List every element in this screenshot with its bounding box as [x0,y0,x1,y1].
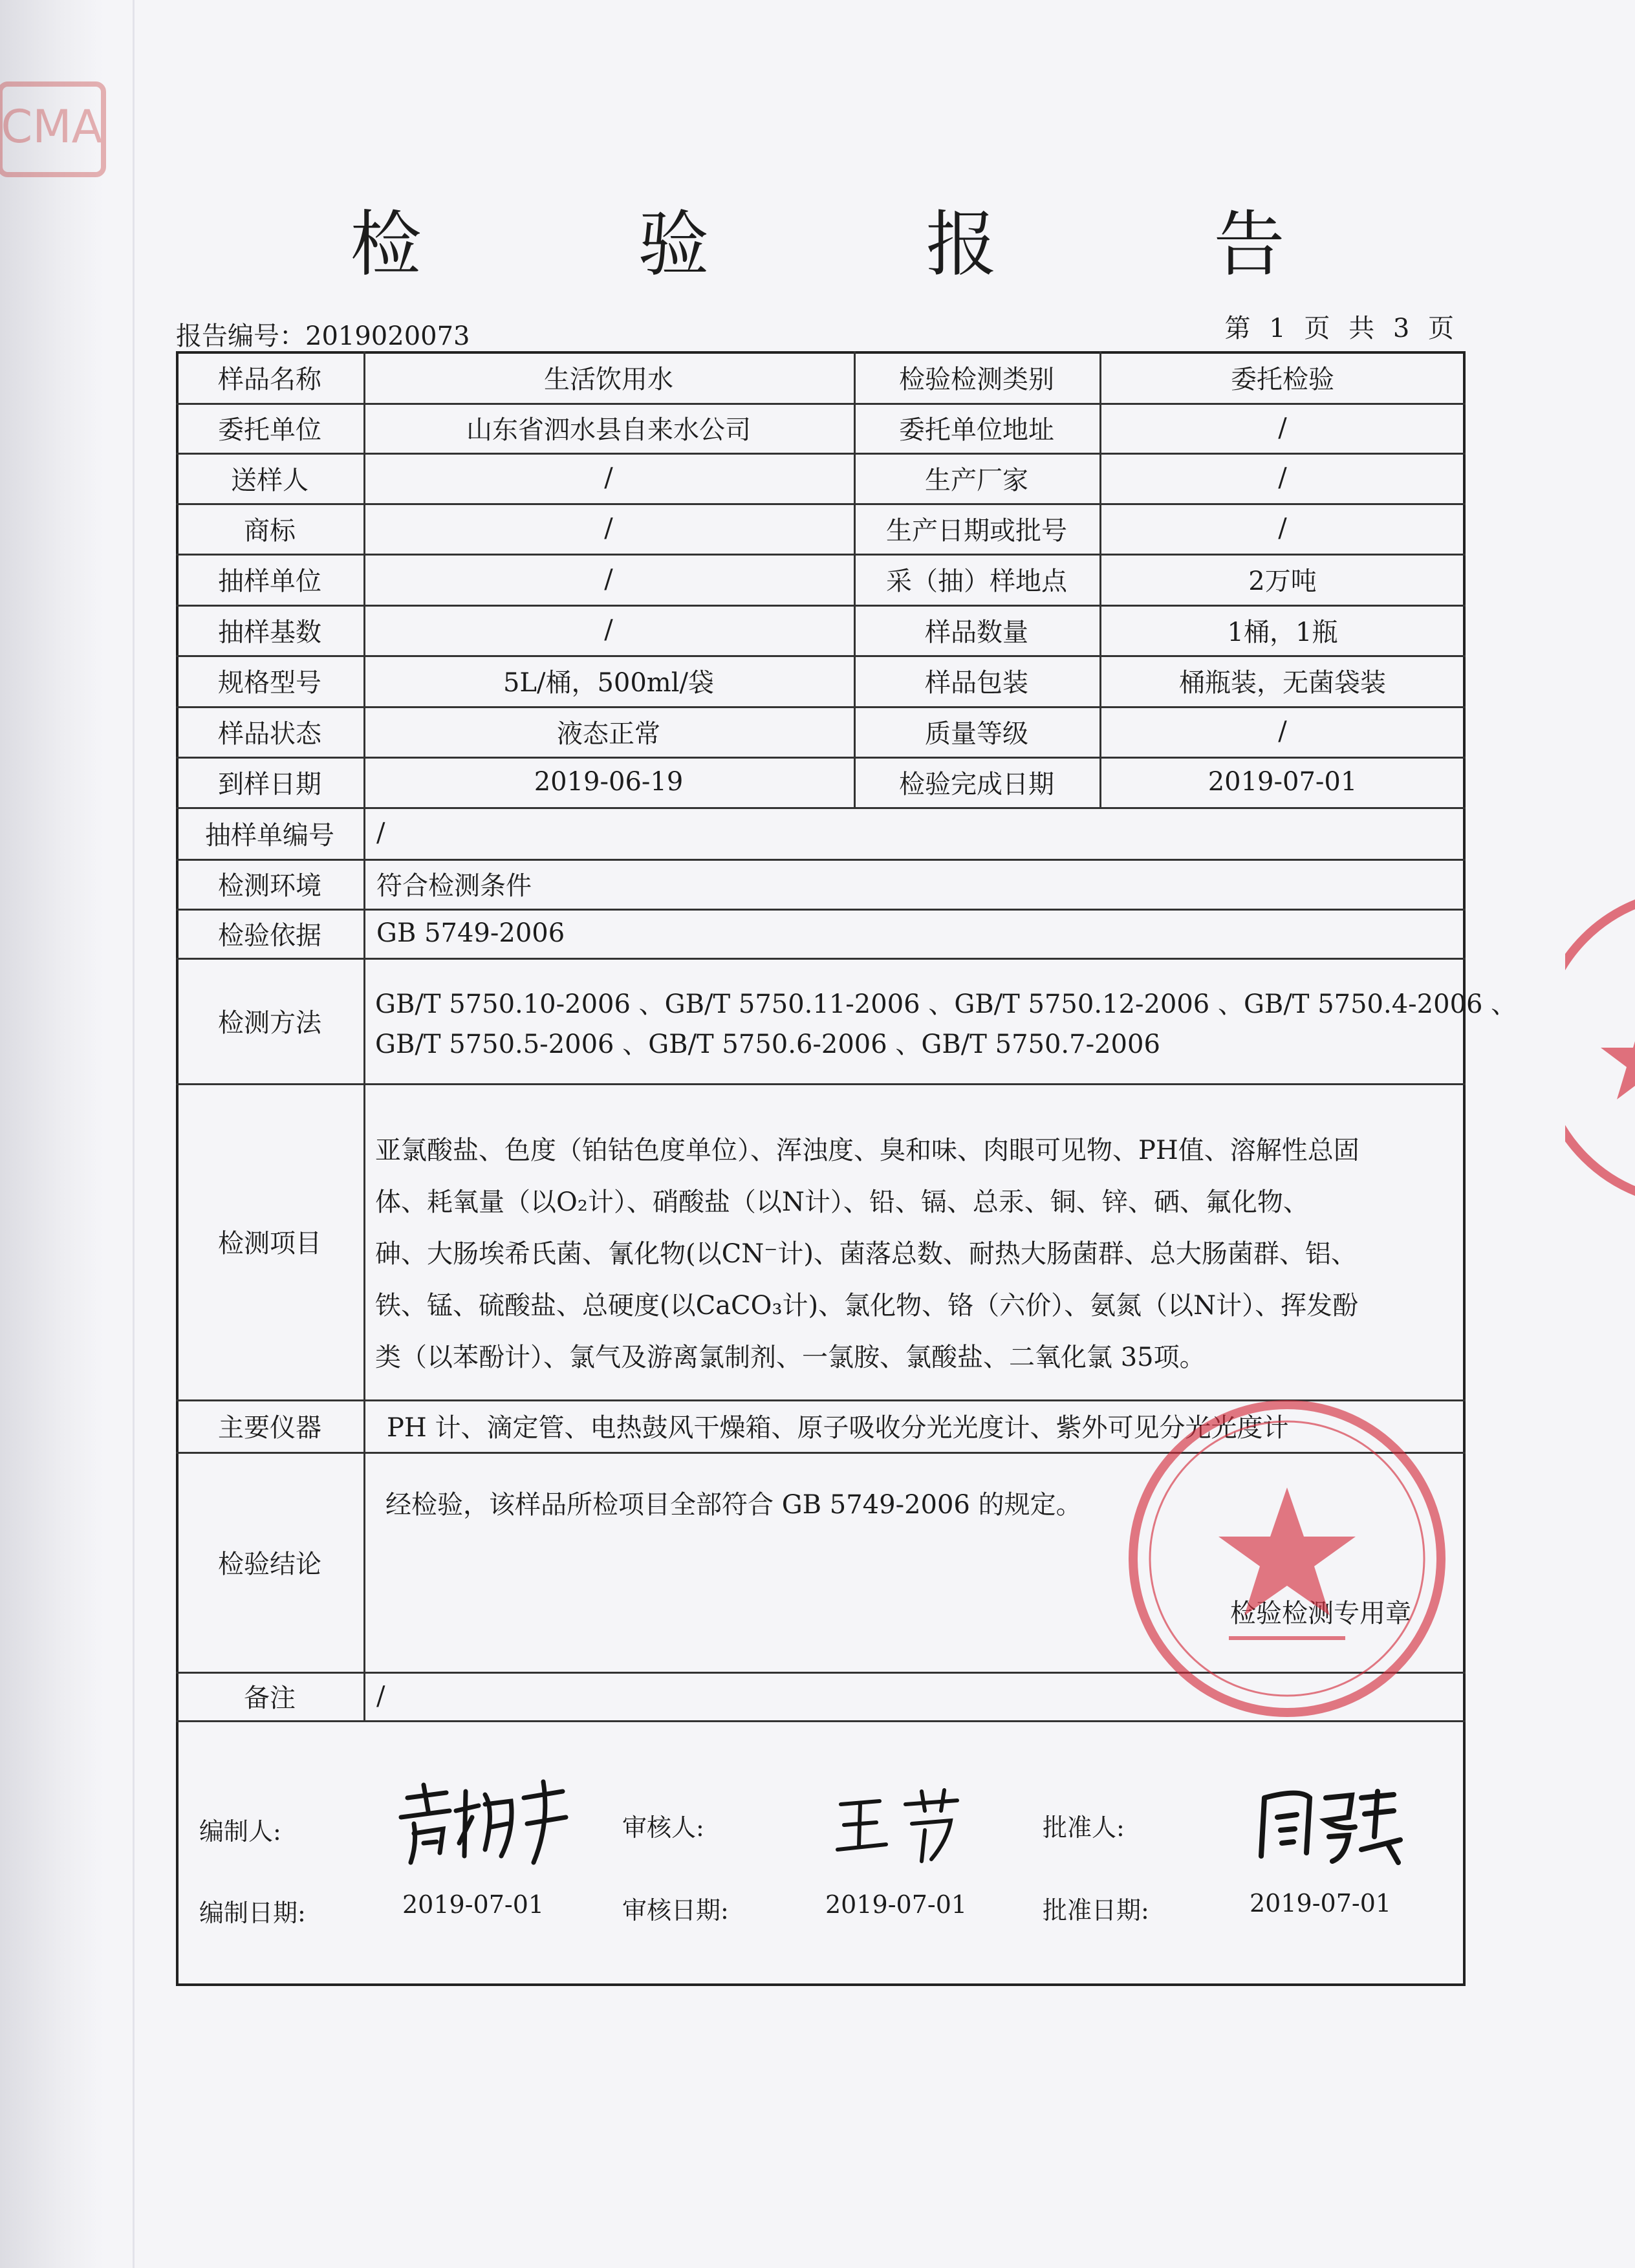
value-sampling-base: / [604,615,613,645]
approver-label: 批准人: [1043,1813,1125,1842]
value-specification: 5L/桶，500ml/袋 [503,668,715,698]
value-instruments: PH 计、滴定管、电热鼓风干燥箱、原子吸收分光光度计、紫外可见分光光度计 [387,1413,1289,1443]
label-trademark: 商标 [244,515,296,546]
reviewer-label: 审核人: [622,1813,704,1842]
value-client: 山东省泗水县自来水公司 [466,415,751,445]
page-fold-line [133,0,135,2268]
label-client-address: 委托单位地址 [899,415,1054,445]
test-items-line: 铁、锰、硫酸盐、总硬度(以CaCO₃计)、氯化物、铬（六价）、氨氮（以N计）、挥发酚 [375,1291,1359,1321]
label-manufacturer: 生产厂家 [925,465,1028,495]
value-quality-grade: / [1278,717,1287,746]
test-items-line: 砷、大肠埃希氏菌、氰化物(以CN⁻计)、菌落总数、耐热大肠菌群、总大肠菌群、铝、 [375,1239,1357,1269]
label-remarks: 备注 [244,1683,296,1713]
label-sample-quantity: 样品数量 [925,617,1028,647]
label-arrival-date: 到样日期 [218,769,321,799]
value-trademark: / [604,513,613,543]
review-date-label: 审核日期: [622,1896,729,1925]
label-quality-grade: 质量等级 [925,718,1028,749]
report-table [176,351,1517,1986]
svg-text:CMA: CMA [1,100,103,153]
label-sample-state: 样品状态 [218,718,321,749]
value-environment: 符合检测条件 [376,871,532,901]
value-sample-name: 生活饮用水 [544,364,673,394]
label-sampling-location: 采（抽）样地点 [886,567,1067,596]
label-basis: 检验依据 [218,920,321,951]
label-production-date: 生产日期或批号 [886,515,1067,546]
value-sample-quantity: 1桶，1瓶 [1227,617,1338,647]
preparer-label: 编制人: [199,1817,281,1846]
prep-date: 2019-07-01 [402,1890,545,1919]
value-completion-date: 2019-07-01 [1207,767,1358,797]
approve-date-label: 批准日期: [1043,1896,1149,1925]
test-items-line: 类（以苯酚计）、氯气及游离氯制剂、一氯胺、氯酸盐、二氧化氯 35项。 [375,1343,1206,1372]
value-manufacturer: / [1278,463,1287,493]
value-packaging: 桶瓶装，无菌袋装 [1179,668,1386,698]
label-sampling-number: 抽样单编号 [205,820,334,850]
preparer-signature [388,1772,576,1869]
value-arrival-date: 2019-06-19 [534,767,684,797]
value-sampling-number: / [376,818,385,848]
value-basis: GB 5749-2006 [376,918,565,948]
label-method: 检测方法 [218,1008,321,1038]
approver-signature [1248,1772,1403,1869]
value-production-date: / [1278,513,1287,543]
page-left-edge [0,0,103,2268]
report-number: 报告编号：2019020073 [176,321,470,351]
value-client-address: / [1278,413,1287,443]
label-test-category: 检验检测类别 [899,364,1054,394]
value-sender: / [604,463,613,493]
method-line: GB/T 5750.10-2006 、GB/T 5750.11-2006 、GB/T 5750.12-2006 、GB/T 5750.4-2006 、 [375,989,1517,1019]
value-test-category: 委托检验 [1231,364,1334,394]
label-environment: 检测环境 [218,871,321,901]
value-sampling-unit: / [604,564,613,594]
side-seal [1565,880,1635,1216]
review-date: 2019-07-01 [825,1890,968,1919]
reviewer-signature [828,1785,970,1869]
seal-caption: 检验检测专用章 [1230,1599,1411,1628]
report-title: 检 验 报 告 [350,203,1382,286]
approve-date: 2019-07-01 [1250,1889,1392,1917]
method-line: GB/T 5750.5-2006 、GB/T 5750.6-2006 、GB/T 5750.7-2006 [375,1030,1160,1059]
corner-stamp-graphic [0,71,129,200]
page-indicator: 第 1 页 共 3 页 [1224,314,1459,343]
official-seal [1119,1390,1455,1727]
label-completion-date: 检验完成日期 [899,769,1054,799]
label-specification: 规格型号 [218,668,321,698]
label-conclusion: 检验结论 [218,1549,321,1579]
label-instruments: 主要仪器 [218,1413,321,1443]
value-sample-state: 液态正常 [557,718,660,749]
test-items-line: 体、耗氧量（以O₂计）、硝酸盐（以N计）、铅、镉、总汞、铜、锌、硒、氟化物、 [375,1187,1309,1217]
label-packaging: 样品包装 [925,668,1028,698]
prep-date-label: 编制日期: [199,1899,306,1927]
label-sampling-base: 抽样基数 [218,617,321,647]
label-sample-name: 样品名称 [218,364,321,394]
label-sender: 送样人 [231,465,309,495]
test-items-line: 亚氯酸盐、色度（铂钴色度单位）、浑浊度、臭和味、肉眼可见物、PH值、溶解性总固 [375,1136,1359,1165]
conclusion-text: 经检验，该样品所检项目全部符合 GB 5749-2006 的规定。 [385,1490,1082,1520]
label-test-items: 检测项目 [218,1229,321,1258]
value-sampling-location: 2万吨 [1248,567,1317,596]
label-client: 委托单位 [218,415,321,445]
label-sampling-unit: 抽样单位 [218,567,321,596]
value-remarks: / [376,1681,385,1711]
